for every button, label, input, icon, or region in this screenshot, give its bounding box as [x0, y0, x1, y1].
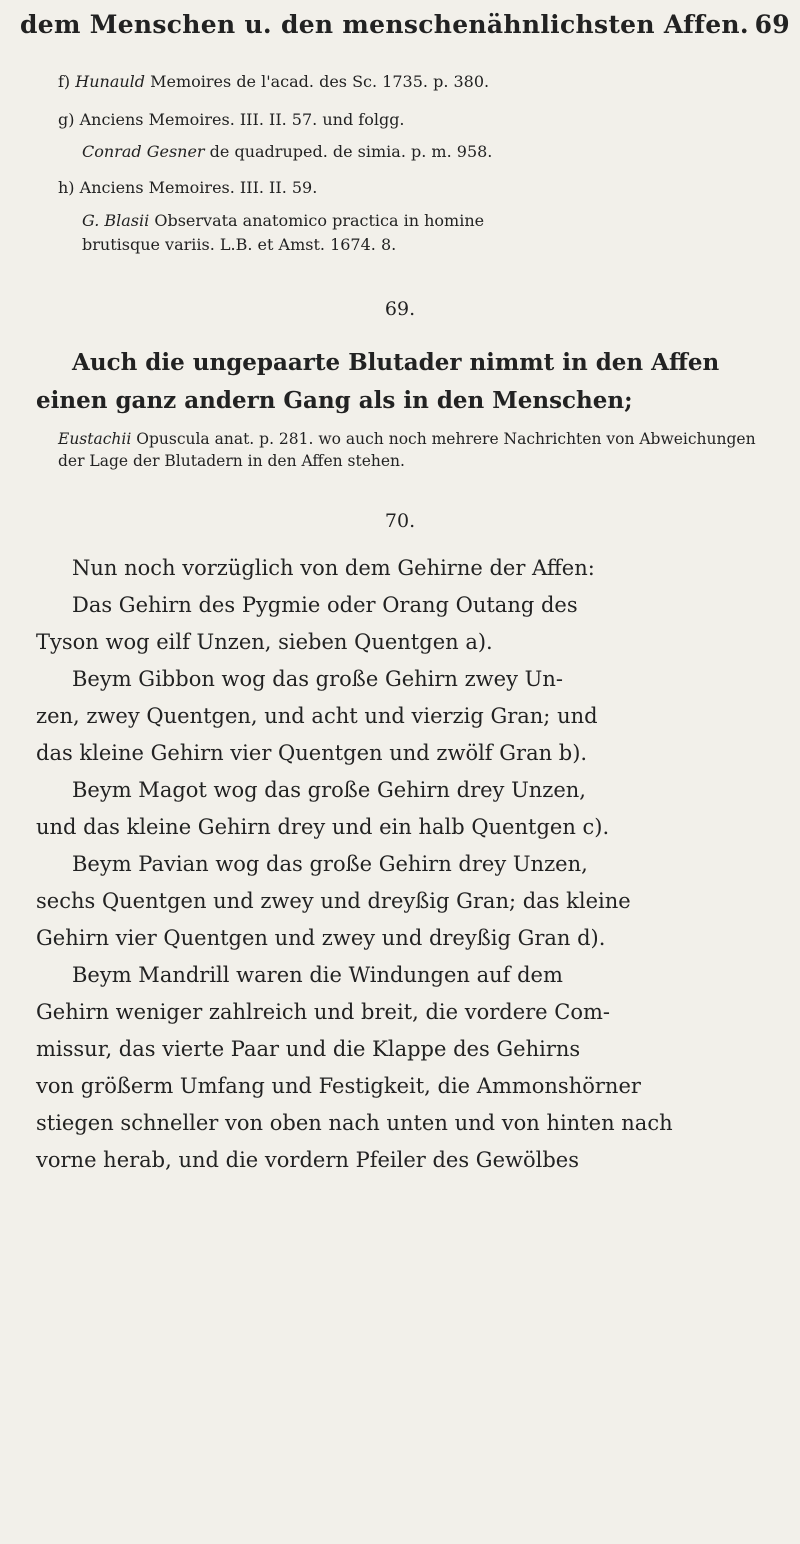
section-69-note: [58, 428, 758, 472]
paragraph-line: einen ganz andern Gang als in den Menschen;: [36, 387, 633, 414]
footnote-g: [58, 110, 405, 129]
paragraph-line: Das Gehirn des Pygmie oder Orang Outang des: [72, 593, 578, 617]
paragraph-line: sechs Quentgen und zwey und dreyßig Gran; das kleine: [36, 889, 631, 913]
paragraph-line: Beym Mandrill waren die Windungen auf dem: [72, 963, 563, 987]
paragraph-line: Beym Pavian wog das große Gehirn drey Unzen,: [72, 852, 588, 876]
footnote-text: Anciens Memoires. III. II. 59.: [79, 178, 318, 197]
footnote-text: Anciens Memoires. III. II. 57. und folgg.: [79, 110, 405, 129]
section-number-70: 70.: [384, 510, 416, 532]
footnote-text: brutisque variis. L.B. et Amst. 1674. 8.: [82, 235, 397, 254]
footnote-marker: h): [58, 178, 75, 197]
running-title: dem Menschen u. den menschenähnlichsten Affen.: [20, 10, 749, 39]
paragraph-line: von größerm Umfang und Festigkeit, die Ammonshörner: [36, 1074, 641, 1098]
note-author: Eustachii: [58, 430, 132, 448]
section-69-text: [36, 344, 776, 420]
paragraph-line: Auch die ungepaarte Blutader nimmt in den Affen: [72, 349, 720, 376]
paragraph-line: missur, das vierte Paar und die Klappe des Gehirns: [36, 1037, 581, 1061]
footnote-text: Observata anatomico practica in homine: [154, 211, 485, 230]
paragraph-line: und das kleine Gehirn drey und ein halb Quentgen c).: [36, 815, 610, 839]
paragraph-line: Beym Magot wog das große Gehirn drey Unzen,: [72, 778, 586, 802]
footnote-marker: g): [58, 110, 75, 129]
footnote-h: [58, 178, 317, 197]
footnote-author: G. Blasii: [82, 211, 150, 230]
paragraph-line: vorne herab, und die vordern Pfeiler des Gewölbes: [36, 1148, 579, 1172]
footnote-h-cont2: [82, 235, 396, 254]
section-70-text: [36, 550, 776, 1179]
paragraph-line: das kleine Gehirn vier Quentgen und zwölf Gran b).: [36, 741, 588, 765]
paragraph-line: Beym Gibbon wog das große Gehirn zwey Un-: [72, 667, 563, 691]
paragraph-line: stiegen schneller von oben nach unten und von hinten nach: [36, 1111, 673, 1135]
footnote-text: Memoires de l'acad. des Sc. 1735. p. 380.: [150, 72, 490, 91]
paragraph-line: zen, zwey Quentgen, und acht und vierzig Gran; und: [36, 704, 598, 728]
footnote-author: Hunauld: [75, 72, 146, 91]
footnote-marker: f): [58, 72, 71, 91]
paragraph-line: Nun noch vorzüglich von dem Gehirne der Affen:: [72, 556, 595, 580]
paragraph-line: Gehirn weniger zahlreich und breit, die vordere Com-: [36, 1000, 611, 1024]
footnote-author: Conrad Gesner: [82, 142, 205, 161]
paragraph-line: Gehirn vier Quentgen und zwey und dreyßig Gran d).: [36, 926, 606, 950]
footnote-h-cont: [82, 211, 484, 230]
running-header: [20, 10, 790, 39]
section-number-69: 69.: [384, 298, 416, 320]
footnote-f: [58, 72, 489, 91]
footnote-g-cont: [82, 142, 492, 161]
page-number: 69: [754, 10, 790, 39]
paragraph-line: Tyson wog eilf Unzen, sieben Quentgen a).: [36, 630, 493, 654]
note-text: Opuscula anat. p. 281. wo auch noch mehrere Nachrichten von Abweichungen der Lage der Blutadern in den Affen stehen.: [58, 430, 756, 470]
footnote-text: de quadruped. de simia. p. m. 958.: [209, 142, 493, 161]
